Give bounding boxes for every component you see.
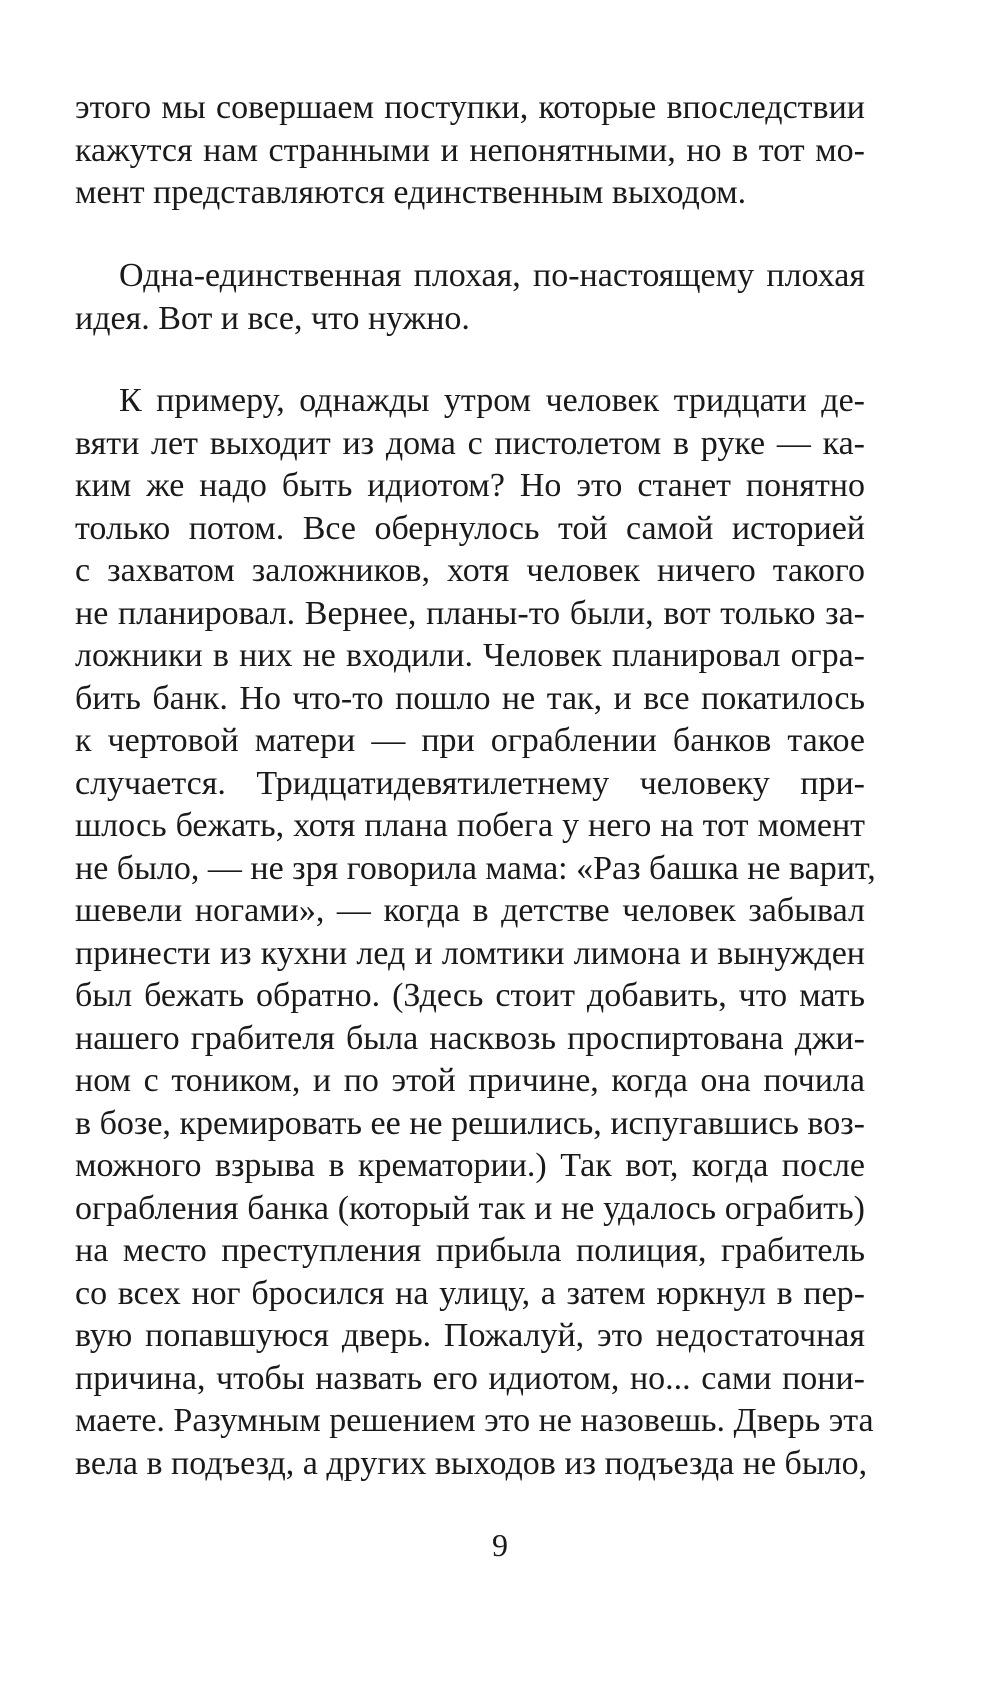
text-line: Одна-единственная плохая, по-настоящему плохая [119,257,865,294]
text-line: ограбления банка (который так и не удалось ограбить) [75,1189,865,1227]
text-line: К примеру, однажды утром человек тридцати де- [119,382,865,419]
paragraph-bad-idea [75,255,865,340]
text-line: в бозе, кремировать ее не решились, испугавшись воз- [75,1104,865,1142]
text-line: на место преступления прибыла полиция, грабитель [75,1232,865,1269]
paragraph-continuation [75,87,865,215]
text-line: был бежать обратно. (Здесь стоит добавить, что мать [75,977,865,1014]
text-line: кажутся нам странными и непонятными, но в тот мо- [75,131,865,169]
text-line: случается. Тридцатидевятилетнему человеку при- [75,764,865,802]
text-line: ложники в них не входили. Человек планировал огра- [75,637,865,674]
text-line: идея. Вот и все, что нужно. [75,299,470,337]
text-line: не планировал. Вернее, планы-то были, вот только за- [75,594,865,632]
text-line: этого мы совершаем поступки, которые впоследствии [75,89,865,126]
text-line: нашего грабителя была насквозь проспиртована джи- [75,1019,865,1057]
text-line: принести из кухни лед и ломтики лимона и вынужден [75,934,865,972]
text-line: вела в подъезд, а других выходов из подъезда не было, [75,1444,868,1482]
text-line: бить банк. Но что-то пошло не так, и все покатилось [75,679,865,717]
text-line: ном с тоником, и по этой причине, когда она почила [75,1062,865,1099]
text-line: к чертовой матери — при ограблении банков такое [75,722,865,759]
text-line: ким же надо быть идиотом? Но это станет понятно [75,467,865,504]
paragraph-example [75,380,876,1485]
text-line: шевели ногами», — когда в детстве человек забывал [75,892,865,929]
text-line: вяти лет выходит из дома с пистолетом в руке — ка- [75,424,865,462]
text-line: шлось бежать, хотя плана побега у него на тот момент [75,807,865,844]
text-line: только потом. Все обернулось той самой историей [75,509,865,547]
text-line: не было, — не зря говорила мама: «Раз башка не варит, [75,849,876,887]
text-line: причина, чтобы назвать его идиотом, но... сами пони- [75,1359,865,1397]
text-line: можного взрыва в крематории.) Так вот, когда после [75,1147,865,1184]
text-line: маете. Разумным решением это не назовешь. Дверь эта [75,1402,874,1439]
text-line: с захватом заложников, хотя человек ничего такого [75,552,865,589]
text-line: вую попавшуюся дверь. Пожалуй, это недостаточная [75,1317,865,1354]
text-line: мент представляются единственным выходом. [75,174,747,211]
page-number: 9 [492,1527,508,1563]
text-line: со всех ног бросился на улицу, а затем юркнул в пер- [75,1274,865,1312]
